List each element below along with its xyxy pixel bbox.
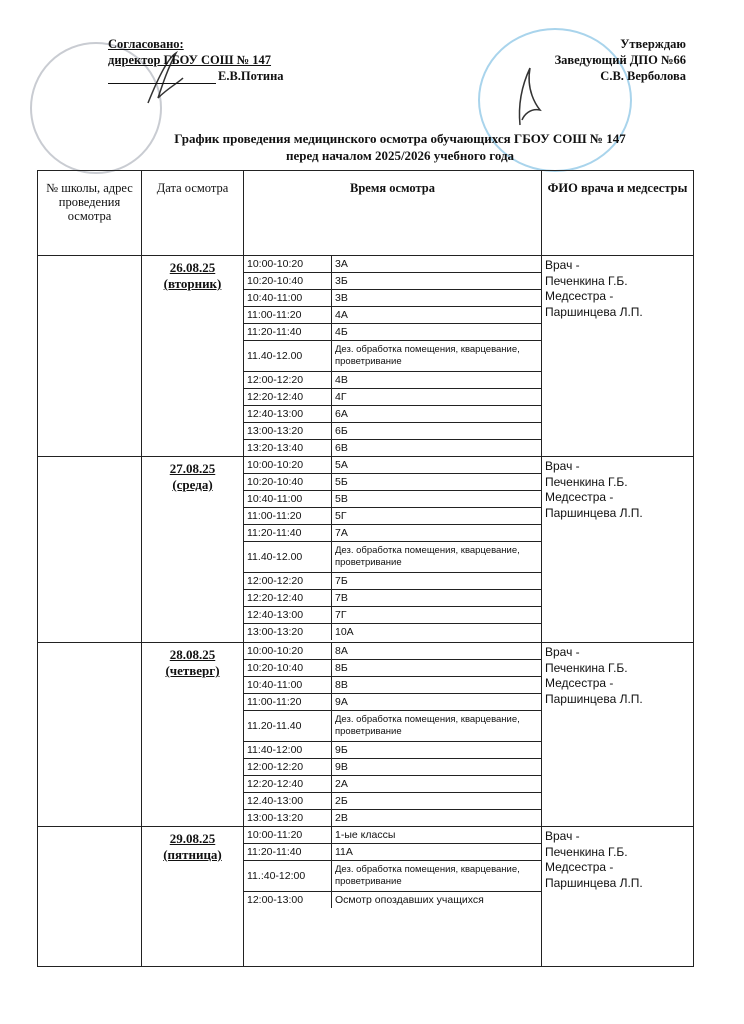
staff-line: Паршинцева Л.П. <box>545 505 643 520</box>
slot-group: 2В <box>335 811 348 824</box>
slot-time: 10:20-10:40 <box>244 660 332 677</box>
slot-time: 12:00-12:20 <box>244 759 332 776</box>
col-school-header: № школы, адрес проведения осмотра <box>38 171 142 256</box>
approval-label: Согласовано: <box>108 37 184 51</box>
slot-time: 11:00-11:20 <box>244 694 332 711</box>
slot-group: 4Б <box>332 324 542 341</box>
day-row <box>38 256 694 457</box>
slot-time: 12:20-12:40 <box>244 590 332 607</box>
staff-cell <box>542 827 694 967</box>
slot-group: 3Б <box>332 273 542 290</box>
slot-time: 10:00-10:20 <box>244 256 332 273</box>
slot-time: 11:20-11:40 <box>244 525 332 542</box>
slot-group: 5Б <box>332 474 542 491</box>
staff-line: Врач - <box>545 258 580 272</box>
signature-right <box>500 60 550 130</box>
exam-weekday: (среда) <box>172 477 213 492</box>
time-slots-cell <box>244 827 542 967</box>
staff-line: Печенкина Г.Б. <box>545 844 628 859</box>
slot-row <box>244 776 541 793</box>
slot-row <box>244 660 541 677</box>
slot-time: 12:40-13:00 <box>244 406 332 423</box>
header-row <box>38 171 694 256</box>
slot-group: 3В <box>332 290 542 307</box>
time-slots-table <box>244 827 541 908</box>
col-date-header: Дата осмотра <box>142 171 244 256</box>
slot-time: 10:00-11:20 <box>244 827 332 844</box>
slot-row <box>244 861 541 892</box>
slot-row <box>244 324 541 341</box>
date-cell <box>142 256 244 457</box>
slot-row <box>244 256 541 273</box>
staff-line: Паршинцева Л.П. <box>545 691 643 706</box>
slot-row <box>244 810 541 827</box>
time-slots-cell <box>244 457 542 643</box>
col-time-header: Время осмотра <box>244 171 542 256</box>
schedule-table <box>37 170 694 967</box>
slot-row <box>244 892 541 909</box>
title-line-1: График проведения медицинского осмотра обучающихся ГБОУ СОШ № 147 <box>174 131 626 146</box>
slot-group: 4В <box>332 372 542 389</box>
slot-group: 4А <box>332 307 542 324</box>
school-cell <box>38 457 142 643</box>
slot-row <box>244 759 541 776</box>
slot-group: 6А <box>332 406 542 423</box>
slot-group: 7Б <box>332 573 542 590</box>
slot-row <box>244 372 541 389</box>
time-slots-table <box>244 643 541 826</box>
slot-time: 11.40-12.00 <box>244 542 332 573</box>
slot-row <box>244 474 541 491</box>
exam-weekday: (вторник) <box>163 276 222 291</box>
approval-name: Е.В.Потина <box>218 69 284 83</box>
staff-line: Врач - <box>545 645 580 659</box>
slot-row <box>244 508 541 525</box>
slot-row <box>244 491 541 508</box>
slot-row <box>244 677 541 694</box>
slot-row <box>244 793 541 810</box>
staff-line: Медсестра - <box>545 860 614 874</box>
slot-time: 10:40-11:00 <box>244 491 332 508</box>
school-cell <box>38 827 142 967</box>
exam-date: 28.08.25 <box>169 647 216 662</box>
title-line-2: перед началом 2025/2026 учебного года <box>285 148 515 163</box>
time-slots-cell <box>244 256 542 457</box>
slot-group: 7В <box>332 590 542 607</box>
confirm-position: Заведующий ДПО №66 <box>554 53 686 67</box>
slot-row <box>244 542 541 573</box>
slot-group: 3А <box>332 256 542 273</box>
slot-group: 5Г <box>332 508 542 525</box>
slot-time: 13:00-13:20 <box>244 810 332 827</box>
staff-line: Печенкина Г.Б. <box>545 474 628 489</box>
slot-time: 12:20-12:40 <box>244 776 332 793</box>
school-cell <box>38 643 142 827</box>
slot-time: 10:20-10:40 <box>244 474 332 491</box>
signature-line <box>108 71 216 84</box>
confirm-name: С.В. Верболова <box>600 69 686 83</box>
staff-cell <box>542 643 694 827</box>
slot-group: 2А <box>332 776 542 793</box>
day-row <box>38 457 694 643</box>
slot-time: 10:40-11:00 <box>244 677 332 694</box>
exam-date: 27.08.25 <box>169 461 216 476</box>
slot-row <box>244 406 541 423</box>
slot-group: 6Б <box>332 423 542 440</box>
col-staff-header: ФИО врача и медсестры <box>542 171 694 256</box>
slot-row <box>244 341 541 372</box>
staff-line: Печенкина Г.Б. <box>545 660 628 675</box>
slot-time: 12:00-12:20 <box>244 573 332 590</box>
slot-group: Дез. обработка помещения, кварцевание, проветривание <box>332 542 542 573</box>
exam-date: 29.08.25 <box>169 831 216 846</box>
slot-row <box>244 607 541 624</box>
slot-group: 1-ые классы <box>332 827 542 844</box>
slot-row <box>244 844 541 861</box>
staff-line: Врач - <box>545 459 580 473</box>
slot-group: 10А <box>335 625 354 638</box>
slot-time: 12.40-13:00 <box>244 793 332 810</box>
exam-weekday: (пятница) <box>163 847 222 862</box>
date-cell <box>142 827 244 967</box>
slot-time: 10:40-11:00 <box>244 290 332 307</box>
slot-group: 8В <box>332 677 542 694</box>
time-slots-table <box>244 457 541 640</box>
time-slots-table <box>244 256 541 456</box>
slot-time: 11:20-11:40 <box>244 844 332 861</box>
slot-group: 5А <box>332 457 542 474</box>
slot-group: Осмотр опоздавших учащихся <box>335 893 484 906</box>
staff-line: Врач - <box>545 829 580 843</box>
slot-time: 12:00-13:00 <box>244 892 332 909</box>
slot-group: 7Г <box>332 607 542 624</box>
slot-time: 11.40-12.00 <box>244 341 332 372</box>
staff-line: Печенкина Г.Б. <box>545 273 628 288</box>
slot-group: 5В <box>332 491 542 508</box>
slot-time: 13:00-13:20 <box>244 624 332 641</box>
slot-group: 9А <box>332 694 542 711</box>
slot-row <box>244 742 541 759</box>
staff-line: Паршинцева Л.П. <box>545 875 643 890</box>
slot-row <box>244 590 541 607</box>
slot-row <box>244 643 541 660</box>
slot-row <box>244 624 541 641</box>
slot-time: 11.:40-12:00 <box>244 861 332 892</box>
time-slots-cell <box>244 643 542 827</box>
slot-group: 8Б <box>332 660 542 677</box>
slot-group: 11А <box>332 844 542 861</box>
slot-time: 12:00-12:20 <box>244 372 332 389</box>
slot-group: 4Г <box>332 389 542 406</box>
slot-row <box>244 423 541 440</box>
school-cell <box>38 256 142 457</box>
slot-group: Дез. обработка помещения, кварцевание, проветривание <box>332 711 542 742</box>
slot-time: 11.20-11.40 <box>244 711 332 742</box>
slot-row <box>244 307 541 324</box>
date-cell <box>142 643 244 827</box>
slot-group: Дез. обработка помещения, кварцевание, проветривание <box>332 341 542 372</box>
slot-time: 10:00-10:20 <box>244 457 332 474</box>
date-cell <box>142 457 244 643</box>
slot-time: 12:20-12:40 <box>244 389 332 406</box>
slot-time: 11:00-11:20 <box>244 307 332 324</box>
day-row <box>38 827 694 967</box>
confirm-block <box>555 36 686 84</box>
staff-line: Медсестра - <box>545 490 614 504</box>
slot-time: 10:00-10:20 <box>244 643 332 660</box>
slot-row <box>244 573 541 590</box>
document-title <box>100 130 700 164</box>
slot-group: Дез. обработка помещения, кварцевание, проветривание <box>332 861 542 892</box>
slot-time: 13:20-13:40 <box>244 440 332 457</box>
exam-weekday: (четверг) <box>165 663 220 678</box>
staff-cell <box>542 256 694 457</box>
staff-line: Медсестра - <box>545 676 614 690</box>
approval-position: директор ГБОУ СОШ № 147 <box>108 53 272 67</box>
slot-row <box>244 457 541 474</box>
days-body <box>38 256 694 967</box>
slot-row <box>244 290 541 307</box>
slot-group: 9Б <box>332 742 542 759</box>
exam-date: 26.08.25 <box>169 260 216 275</box>
slot-row <box>244 525 541 542</box>
slot-group: 7А <box>332 525 542 542</box>
slot-row <box>244 273 541 290</box>
approval-block <box>108 36 284 84</box>
slot-time: 13:00-13:20 <box>244 423 332 440</box>
staff-cell <box>542 457 694 643</box>
slot-time: 10:20-10:40 <box>244 273 332 290</box>
slot-row <box>244 827 541 844</box>
slot-group: 9В <box>332 759 542 776</box>
slot-time: 11:00-11:20 <box>244 508 332 525</box>
day-row <box>38 643 694 827</box>
slot-row <box>244 440 541 457</box>
confirm-label: Утверждаю <box>620 37 686 51</box>
slot-time: 11:40-12:00 <box>244 742 332 759</box>
slot-time: 12:40-13:00 <box>244 607 332 624</box>
staff-line: Медсестра - <box>545 289 614 303</box>
slot-row <box>244 694 541 711</box>
slot-group: 2Б <box>332 793 542 810</box>
slot-group: 8А <box>332 643 542 660</box>
staff-line: Паршинцева Л.П. <box>545 304 643 319</box>
slot-row <box>244 389 541 406</box>
slot-group: 6В <box>335 441 348 454</box>
slot-time: 11:20-11:40 <box>244 324 332 341</box>
slot-row <box>244 711 541 742</box>
